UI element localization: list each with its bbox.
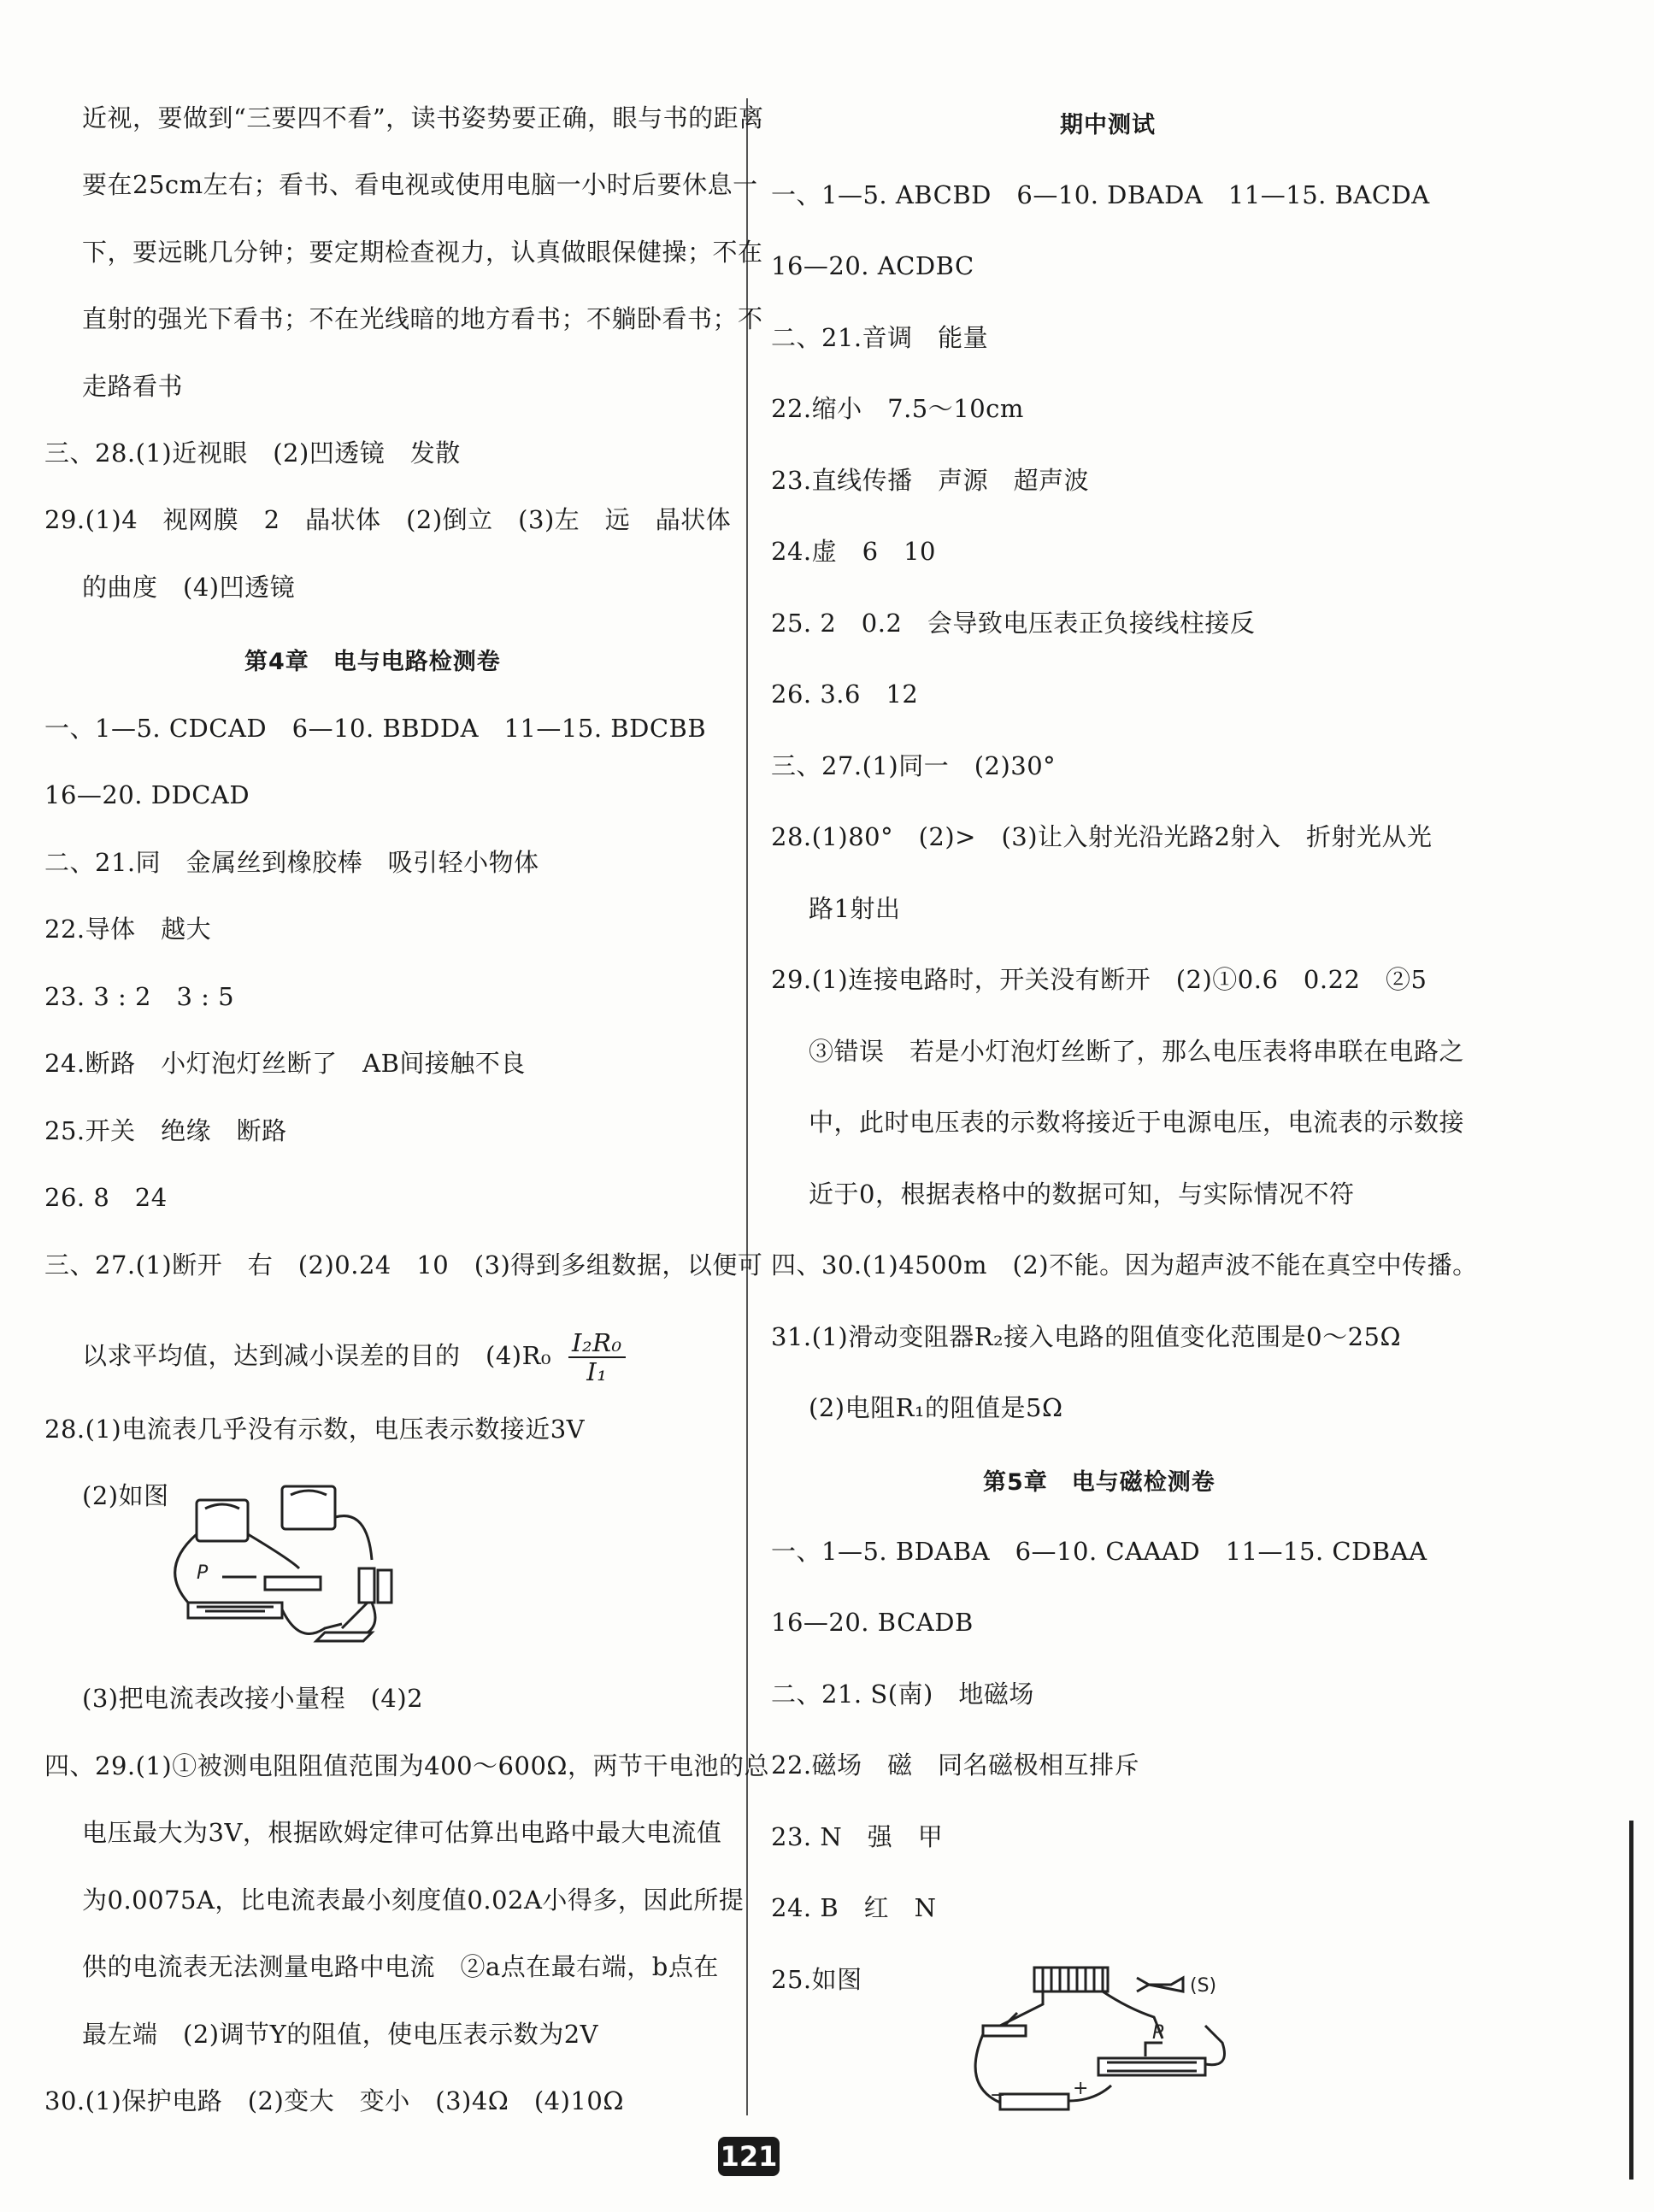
- text-line: 22.导体 越大: [44, 915, 212, 944]
- text-line: 近于0，根据表格中的数据可知，与实际情况不符: [809, 1180, 1355, 1209]
- text-line: (3)把电流表改接小量程 (4)2: [82, 1684, 424, 1713]
- text-line: 中，此时电压表的示数将接近于电源电压，电流表的示数接: [809, 1108, 1465, 1137]
- text-line: 二、21. S(南) 地磁场: [771, 1680, 1034, 1709]
- text-line: 三、27.(1)断开 右 (2)0.24 10 (3)得到多组数据，以便可: [44, 1250, 763, 1280]
- text-line: 23. 3 : 2 3 : 5: [44, 982, 235, 1011]
- text-line: 28.(1)80° (2)> (3)让入射光沿光路2射入 折射光从光: [771, 822, 1433, 851]
- text-line: 三、28.(1)近视眼 (2)凹透镜 发散: [44, 438, 461, 468]
- text-line: 16—20. DDCAD: [44, 780, 250, 809]
- fraction: [568, 1329, 626, 1385]
- text-line: 25.开关 绝缘 断路: [44, 1116, 287, 1145]
- figure-label-s: (S): [1190, 1975, 1217, 1997]
- figure-label-p: P: [197, 1562, 209, 1584]
- text-line: 31.(1)滑动变阻器R₂接入电路的阻值变化范围是0～25Ω: [771, 1322, 1402, 1351]
- text-line: 29.(1)4 视网膜 2 晶状体 (2)倒立 (3)左 远 晶状体: [44, 505, 732, 534]
- text-line: 路1射出: [809, 894, 901, 923]
- text-line: 24.虚 6 10: [771, 537, 936, 566]
- text-line: 一、1—5. ABCBD 6—10. DBADA 11—15. BACDA: [771, 180, 1430, 209]
- circuit-diagram-figure: [162, 1474, 393, 1645]
- text-line: 30.(1)保护电路 (2)变大 变小 (3)4Ω (4)10Ω: [44, 2086, 624, 2115]
- text-line: 一、1—5. BDABA 6—10. CAAAD 11—15. CDBAA: [771, 1537, 1427, 1566]
- text-line: 要在25cm左右；看书、看电视或使用电脑一小时后要休息一: [82, 170, 758, 199]
- text-line: 四、30.(1)4500m (2)不能。因为超声波不能在真空中传播。: [771, 1250, 1478, 1280]
- text-line: 24. B 红 N: [771, 1893, 937, 1922]
- text-line: 走路看书: [82, 372, 184, 401]
- text-line: 电压最大为3V，根据欧姆定律可估算出电路中最大电流值: [82, 1818, 722, 1847]
- column-divider: [746, 98, 748, 2115]
- text-line: 供的电流表无法测量电路中电流 ②a点在最右端，b点在: [82, 1952, 719, 1981]
- text-line: 28.(1)电流表几乎没有示数，电压表示数接近3V: [44, 1415, 586, 1444]
- text-line: 以求平均值，达到减小误差的目的 (4)R₀: [82, 1341, 552, 1370]
- fraction-numerator: I₂R₀: [568, 1329, 626, 1358]
- text-line: 25. 2 0.2 会导致电压表正负接线柱接反: [771, 609, 1256, 638]
- text-line: 29.(1)连接电路时，开关没有断开 (2)①0.6 0.22 ②5: [771, 965, 1427, 994]
- text-line: 26. 8 24: [44, 1183, 168, 1212]
- text-line: 二、21.音调 能量: [771, 323, 989, 352]
- text-line: 直射的强光下看书；不在光线暗的地方看书；不躺卧看书；不: [82, 304, 763, 333]
- text-line: 16—20. ACDBC: [771, 251, 974, 280]
- figure-label-minus: −: [990, 2085, 1006, 2106]
- text-line: (2)电阻R₁的阻值是5Ω: [809, 1393, 1063, 1422]
- text-line: ③错误 若是小灯泡灯丝断了，那么电压表将串联在电路之: [809, 1037, 1465, 1066]
- text-line: 24.断路 小灯泡灯丝断了 AB间接触不良: [44, 1049, 526, 1078]
- text-line-with-fraction: [82, 1329, 626, 1385]
- text-line: 三、27.(1)同一 (2)30°: [771, 751, 1057, 780]
- text-line: 23. N 强 甲: [771, 1822, 944, 1851]
- text-line: 22.磁场 磁 同名磁极相互排斥: [771, 1750, 1140, 1780]
- text-line: (2)如图: [82, 1481, 169, 1510]
- text-line: 22.缩小 7.5～10cm: [771, 394, 1024, 423]
- chapter-4-heading: 第4章 电与电路检测卷: [244, 649, 501, 675]
- figure-label-plus: +: [1073, 2078, 1089, 2099]
- text-line: 一、1—5. CDCAD 6—10. BBDDA 11—15. BDCBB: [44, 714, 707, 743]
- page-edge-shadow: [1629, 1821, 1633, 2180]
- text-line: 最左端 (2)调节Y的阻值，使电压表示数为2V: [82, 2020, 599, 2049]
- text-line: 的曲度 (4)凹透镜: [82, 573, 296, 602]
- chapter-5-heading: 第5章 电与磁检测卷: [983, 1469, 1215, 1496]
- text-line: 下，要远眺几分钟；要定期检查视力，认真做眼保健操；不在: [82, 238, 763, 267]
- text-line: 二、21.同 金属丝到橡胶棒 吸引轻小物体: [44, 848, 539, 877]
- midterm-heading: 期中测试: [1060, 112, 1156, 138]
- text-line: 26. 3.6 12: [771, 679, 919, 709]
- text-line: 近视，要做到“三要四不看”，读书姿势要正确，眼与书的距离: [82, 103, 764, 132]
- text-line: 16—20. BCADB: [771, 1608, 974, 1637]
- text-line: 为0.0075A，比电流表最小刻度值0.02A小得多，因此所提: [82, 1885, 745, 1915]
- figure-label-p: P: [1152, 2022, 1164, 2044]
- text-line: 25.如图: [771, 1965, 862, 1994]
- fraction-denominator: I₁: [586, 1357, 608, 1386]
- text-line: 四、29.(1)①被测电阻阻值范围为400～600Ω，两节干电池的总: [44, 1751, 769, 1780]
- page-number: 121: [718, 2137, 780, 2176]
- electromagnet-diagram-figure: [966, 1957, 1248, 2120]
- text-line: 23.直线传播 声源 超声波: [771, 466, 1090, 495]
